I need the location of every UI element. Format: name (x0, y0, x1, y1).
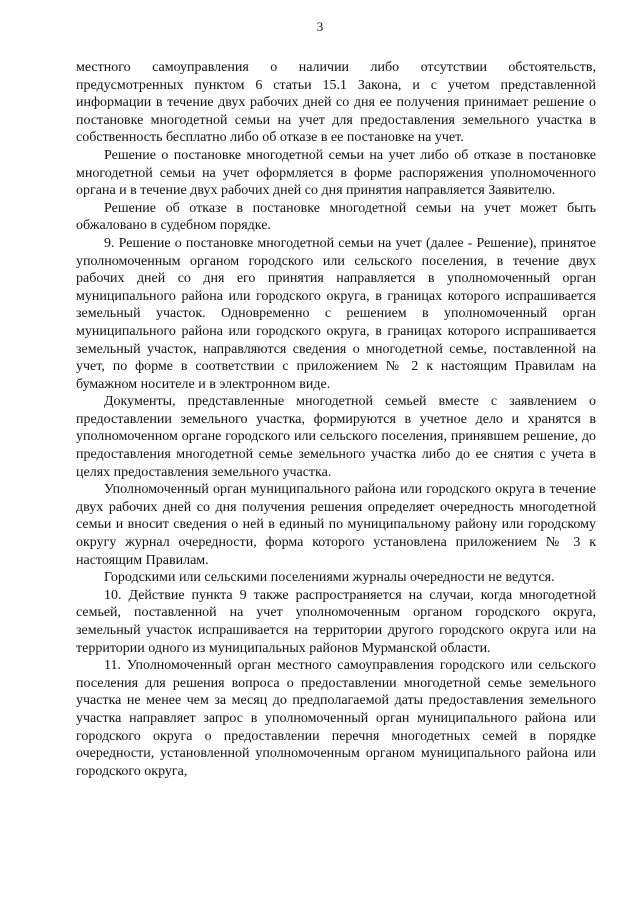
paragraph: местного самоуправления о наличии либо отсутствии обстоятельств, предусмотренных пунктом 6 статьи 15.1 Закона, и с учетом представленной информации в течение двух рабочих дней со дня ее получения принимает решение о постановке многодетной семьи на учет для предоставления земельного участка в собственность бесплатно либо об отказе в ее постановке на учет. (76, 60, 596, 146)
paragraph: 11. Уполномоченный орган местного самоуправления городского или сельского поселения для решения вопроса о предоставлении многодетной семье земельного участка не менее чем за месяц до предполагаемой даты предоставления земельного участка направляет запрос в уполномоченный орган муниципального района или городского округа о предоставлении перечня многодетных семей в порядке очередности, установленной уполномоченным органом муниципального района или городского округа, (76, 658, 596, 779)
paragraph: Решение о постановке многодетной семьи на учет либо об отказе в постановке многодетной семьи на учет оформляется в форме распоряжения уполномоченного органа и в течение двух рабочих дней со дня принятия направляется Заявителю. (76, 147, 596, 199)
paragraph: 9. Решение о постановке многодетной семьи на учет (далее - Решение), принятое уполномоченным органом городского или сельского поселения, в течение двух рабочих дней со дня его принятия направляется в уполномоченный орган муниципального района или городского округа, в границах которого испрашивается земельный участок. Одновременно с решением в уполномоченный орган муниципального района или городского округа, в границах которого испрашивается земельный участок, направляются сведения о многодетной семье, поставленной на учет, по форме в соответствии с приложением № 2 к настоящим Правилам на бумажном носителе и в электронном виде. (76, 235, 596, 392)
paragraph: Решение об отказе в постановке многодетной семьи на учет может быть обжаловано в судебном порядке. (76, 200, 596, 234)
page-number: 3 (316, 19, 324, 34)
paragraph: Уполномоченный орган муниципального района или городского округа в течение двух рабочих дней со дня получения решения определяет очередность многодетной семьи и вносит сведения о ней в единый по муниципальному району или городскому округу журнал очередности, форма которого установлена приложением № 3 к настоящим Правилам. (76, 482, 596, 568)
paragraph: 10. Действие пункта 9 также распространяется на случаи, когда многодетной семьей, поставленной на учет уполномоченным органом городского округа, земельный участок испрашивается на территории другого городского округа или на территории одного из муниципальных районов Мурманской области. (76, 587, 596, 656)
paragraph: Документы, представленные многодетной семьей вместе с заявлением о предоставлении земельного участка, формируются в учетное дело и хранятся в уполномоченном органе городского или сельского поселения, принявшем решение, до предоставления многодетной семье земельного участка либо до ее снятия с учета в целях предоставления земельного участка. (76, 394, 596, 480)
document-body (76, 59, 596, 780)
paragraph: Городскими или сельскими поселениями журналы очередности не ведутся. (104, 570, 555, 586)
